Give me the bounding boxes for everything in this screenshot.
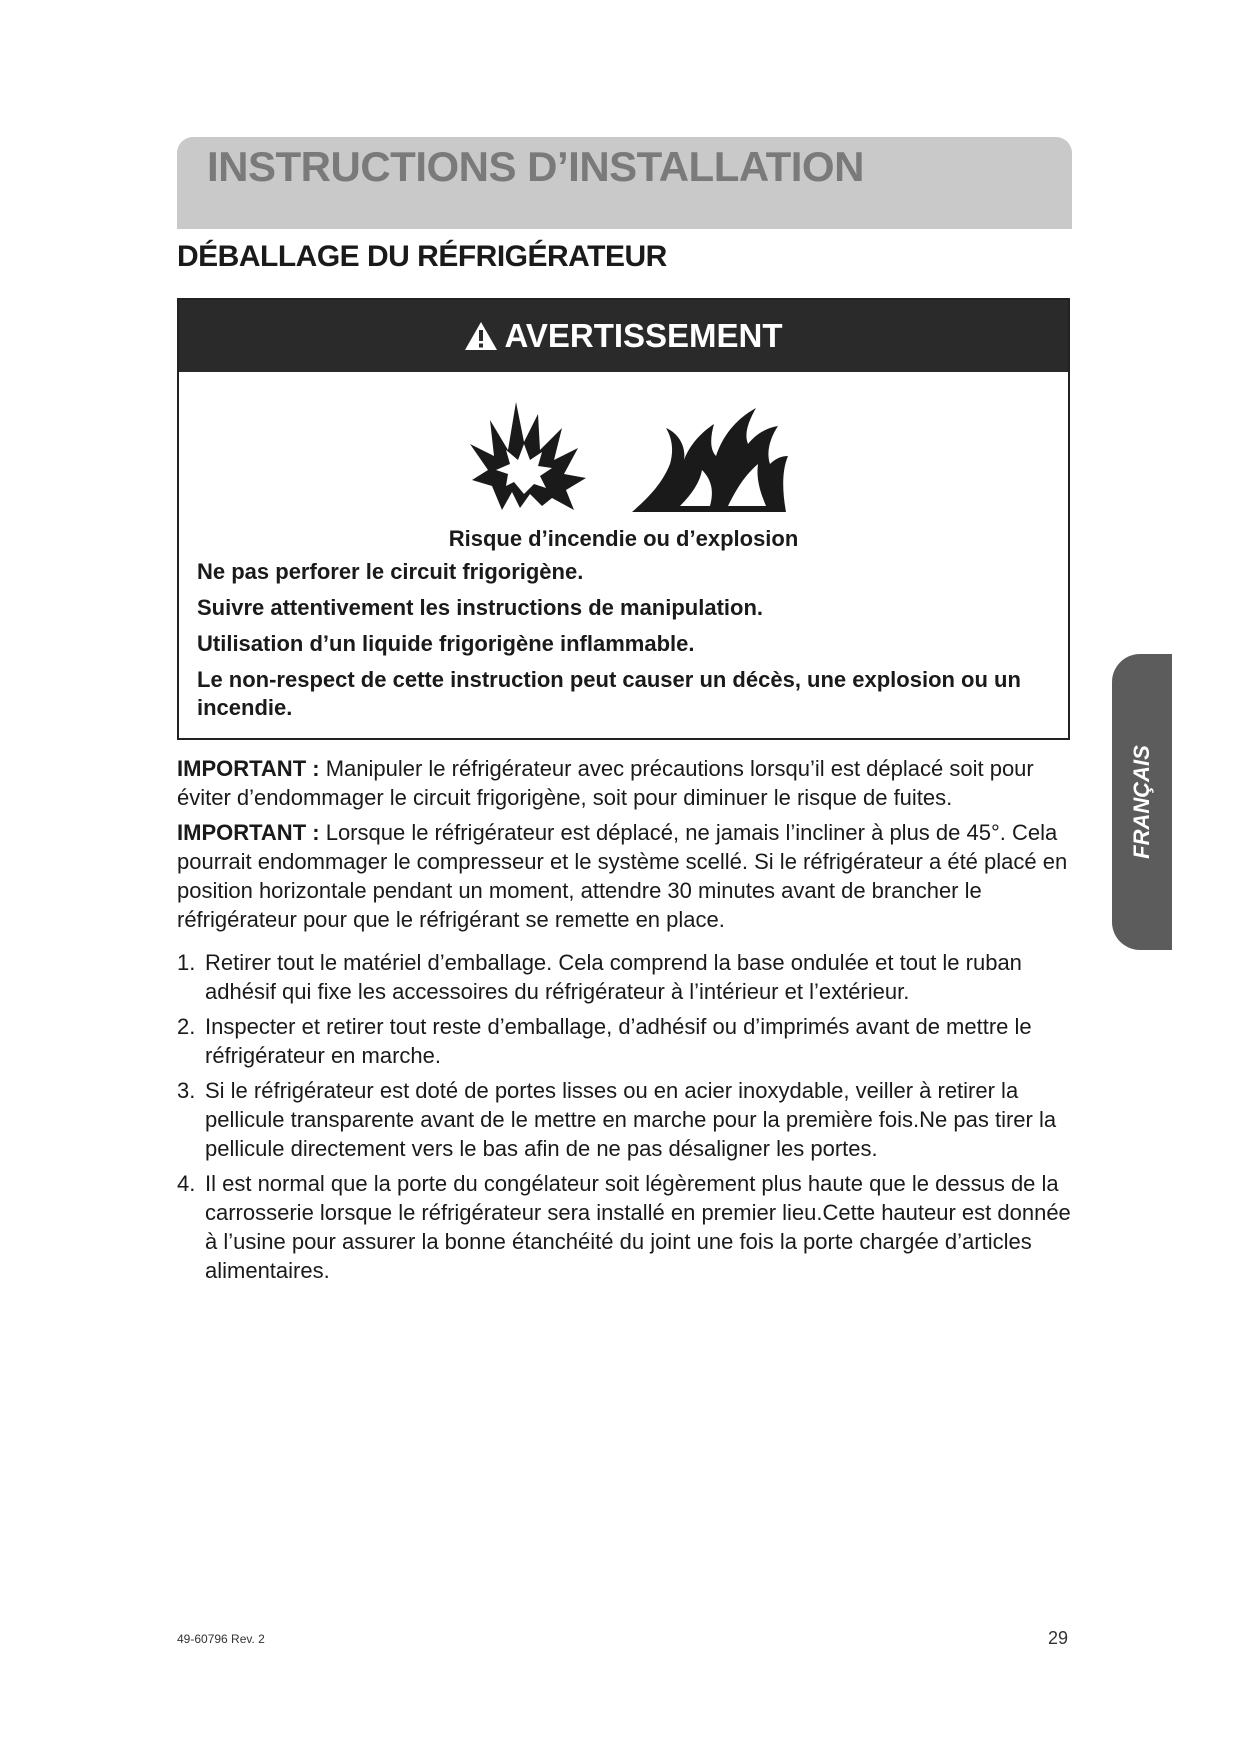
steps-list — [177, 948, 1082, 1285]
warning-content — [197, 526, 1050, 730]
step-number: 3. — [177, 1078, 196, 1103]
fire-icon — [632, 408, 788, 512]
important-note — [177, 754, 1082, 812]
warning-title: AVERTISSEMENT — [504, 317, 783, 354]
body-text — [177, 754, 1082, 1291]
page-number: 29 — [1048, 1628, 1069, 1648]
warning-caption: Risque d’incendie ou d’explosion — [448, 526, 799, 551]
important-label: IMPORTANT : — [177, 756, 320, 781]
list-item — [177, 1169, 1082, 1285]
warning-header — [179, 300, 1068, 372]
step-number: 2. — [177, 1014, 196, 1039]
document-number: 49-60796 Rev. 2 — [177, 1632, 265, 1646]
warning-box — [177, 298, 1070, 740]
warning-line: Utilisation d’un liquide frigorigène inflammable. — [197, 631, 695, 656]
warning-line: Suivre attentivement les instructions de manipulation. — [197, 595, 764, 620]
list-item — [177, 1012, 1082, 1070]
warning-line: Le non-respect de cette instruction peut causer un décès, une explosion ou un incendie. — [197, 667, 1021, 720]
list-item — [177, 1076, 1082, 1163]
step-text: Retirer tout le matériel d’emballage. Cela comprend la base ondulée et tout le ruban adhésif qui fixe les accessoires du réfrigérateur à l’intérieur et l’extérieur. — [205, 950, 1022, 1004]
step-text: Il est normal que la porte du congélateur soit légèrement plus haute que le dessus de la carrosserie lorsque le réfrigérateur sera installé en premier lieu.Cette hauteur est donnée à l’usine pour assurer la bonne étanchéité du joint une fois la porte chargée d’articles alimentaires. — [205, 1171, 1071, 1283]
important-note — [177, 818, 1082, 934]
important-text: Manipuler le réfrigérateur avec précautions lorsqu’il est déplacé soit pour éviter d’endommager le circuit frigorigène, soit pour diminuer le risque de fuites. — [177, 756, 1034, 810]
warning-pictograms — [466, 394, 796, 514]
step-number: 1. — [177, 950, 196, 975]
header-band — [177, 137, 1072, 229]
warning-triangle-icon — [464, 321, 498, 351]
list-item — [177, 948, 1082, 1006]
important-text: Lorsque le réfrigérateur est déplacé, ne jamais l’incliner à plus de 45°. Cela pourrait endommager le compresseur et le système scellé. Si le réfrigérateur a été placé en position horizontale pendant un moment, attendre 30 minutes avant de brancher le réfrigérateur pour que le réfrigérant se remette en place. — [177, 820, 1068, 932]
step-text: Si le réfrigérateur est doté de portes lisses ou en acier inoxydable, veiller à retirer la pellicule transparente avant de le mettre en marche pour la première fois.Ne pas tirer la pellicule directement vers le bas afin de ne pas désaligner les portes. — [205, 1078, 1057, 1161]
language-tab — [1112, 654, 1172, 950]
section-title: DÉBALLAGE DU RÉFRIGÉRATEUR — [177, 240, 667, 273]
important-label: IMPORTANT : — [177, 820, 320, 845]
language-tab-label: FRANÇAIS — [1129, 745, 1154, 859]
step-text: Inspecter et retirer tout reste d’emballage, d’adhésif ou d’imprimés avant de mettre le réfrigérateur en marche. — [205, 1014, 1032, 1068]
step-number: 4. — [177, 1171, 196, 1196]
explosion-icon — [470, 402, 586, 510]
warning-line: Ne pas perforer le circuit frigorigène. — [197, 559, 584, 584]
page-title: INSTRUCTIONS D’INSTALLATION — [207, 143, 864, 190]
